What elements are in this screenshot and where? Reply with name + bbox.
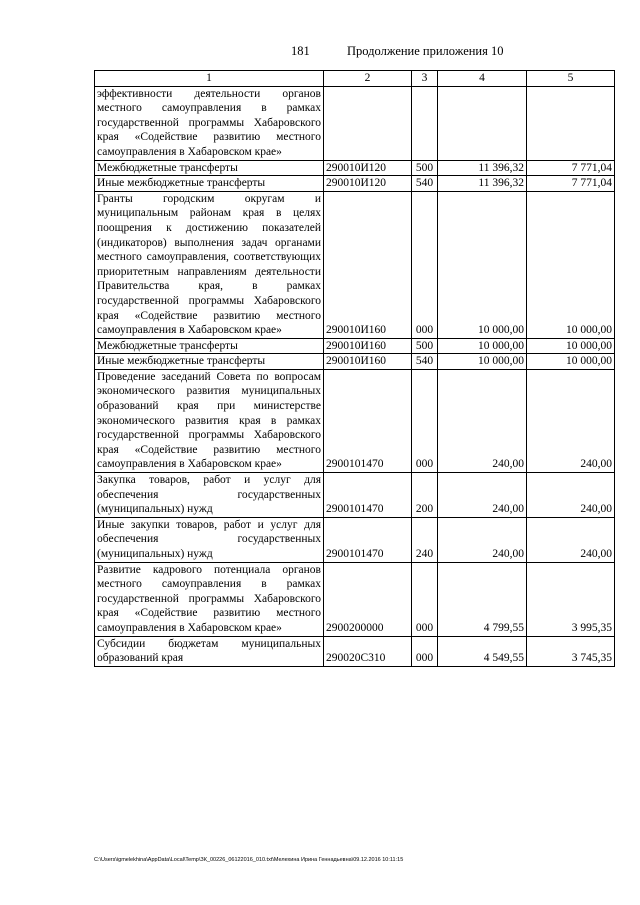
- file-path-footer: C:\Users\igmelekhina\AppData\Local\Temp\ЗК_00226_06122016_010.txt\Мелехина Ирина Геннадьевна\09.12.2016 10:11:15: [94, 857, 404, 863]
- row-value-year2: 10 000,00: [527, 191, 615, 338]
- row-expense-type: 200: [412, 473, 438, 518]
- row-name: эффективности деятельности органов местного самоуправления в рамках государственной программы Хабаровского края «Содействие развитию местного самоуправления в Хабаровском крае»: [95, 86, 324, 160]
- row-name: Иные межбюджетные трансферты: [95, 176, 324, 192]
- column-header: 1: [95, 71, 324, 87]
- row-value-year1: 10 000,00: [438, 191, 527, 338]
- row-code: 290010И120: [324, 176, 412, 192]
- row-code: 290010И160: [324, 338, 412, 354]
- row-expense-type: 540: [412, 354, 438, 370]
- column-header: 2: [324, 71, 412, 87]
- row-name: Проведение заседаний Совета по вопросам экономического развития муниципальных образований края при министерстве экономического развития края в рамках государственной программы Хабаровского края «Содействие развитию местного самоуправления в Хабаровском крае»: [95, 369, 324, 472]
- table-row: [95, 338, 615, 354]
- row-code: 290010И160: [324, 354, 412, 370]
- row-code: 290010И120: [324, 160, 412, 176]
- table-row: [95, 160, 615, 176]
- row-value-year1: 240,00: [438, 517, 527, 562]
- row-value-year1: 10 000,00: [438, 354, 527, 370]
- table-row: [95, 354, 615, 370]
- row-name: Межбюджетные трансферты: [95, 160, 324, 176]
- row-code: [324, 86, 412, 160]
- row-code: 290010И160: [324, 191, 412, 338]
- column-header: 3: [412, 71, 438, 87]
- column-header: 5: [527, 71, 615, 87]
- row-expense-type: [412, 86, 438, 160]
- row-value-year1: [438, 86, 527, 160]
- row-expense-type: 000: [412, 562, 438, 636]
- row-value-year1: 4 799,55: [438, 562, 527, 636]
- table-row: [95, 369, 615, 472]
- row-expense-type: 000: [412, 369, 438, 472]
- appendix-title: Продолжение приложения 10: [347, 44, 504, 58]
- table-row: [95, 86, 615, 160]
- row-value-year2: 10 000,00: [527, 354, 615, 370]
- row-value-year1: 4 549,55: [438, 636, 527, 666]
- row-expense-type: 540: [412, 176, 438, 192]
- row-value-year2: 3 995,35: [527, 562, 615, 636]
- row-value-year2: 7 771,04: [527, 176, 615, 192]
- row-expense-type: 500: [412, 338, 438, 354]
- row-code: 2900200000: [324, 562, 412, 636]
- row-value-year2: 240,00: [527, 517, 615, 562]
- row-expense-type: 000: [412, 191, 438, 338]
- row-code: 290020С310: [324, 636, 412, 666]
- row-code: 2900101470: [324, 369, 412, 472]
- column-header: 4: [438, 71, 527, 87]
- row-value-year2: [527, 86, 615, 160]
- row-code: 2900101470: [324, 517, 412, 562]
- table-row: [95, 191, 615, 338]
- row-name: Гранты городским округам и муниципальным районам края в целях поощрения к достижению показателей (индикаторов) выполнения задач органами местного самоуправления, соответствующих приоритетным направлениям деятельности Правительства края, в рамках государственной программы Хабаровского края «Содействие развитию местного самоуправления в Хабаровском крае»: [95, 191, 324, 338]
- table-row: [95, 176, 615, 192]
- row-name: Субсидии бюджетам муниципальных образований края: [95, 636, 324, 666]
- table-row: [95, 517, 615, 562]
- row-name: Иные межбюджетные трансферты: [95, 354, 324, 370]
- table-row: [95, 562, 615, 636]
- row-value-year2: 10 000,00: [527, 338, 615, 354]
- row-value-year1: 10 000,00: [438, 338, 527, 354]
- row-value-year1: 11 396,32: [438, 176, 527, 192]
- row-name: Развитие кадрового потенциала органов местного самоуправления в рамках государственной программы Хабаровского края «Содействие развитию местного самоуправления в Хабаровском крае»: [95, 562, 324, 636]
- row-value-year2: 240,00: [527, 473, 615, 518]
- row-expense-type: 000: [412, 636, 438, 666]
- table-row: [95, 636, 615, 666]
- row-value-year2: 7 771,04: [527, 160, 615, 176]
- budget-table: [94, 70, 615, 667]
- row-value-year1: 240,00: [438, 369, 527, 472]
- row-value-year2: 240,00: [527, 369, 615, 472]
- page-number: 181: [291, 44, 310, 58]
- row-name: Межбюджетные трансферты: [95, 338, 324, 354]
- row-expense-type: 240: [412, 517, 438, 562]
- row-value-year1: 11 396,32: [438, 160, 527, 176]
- row-name: Иные закупки товаров, работ и услуг для обеспечения государственных (муниципальных) нужд: [95, 517, 324, 562]
- row-code: 2900101470: [324, 473, 412, 518]
- row-expense-type: 500: [412, 160, 438, 176]
- row-value-year2: 3 745,35: [527, 636, 615, 666]
- table-row: [95, 473, 615, 518]
- row-name: Закупка товаров, работ и услуг для обеспечения государственных (муниципальных) нужд: [95, 473, 324, 518]
- row-value-year1: 240,00: [438, 473, 527, 518]
- column-header-row: [95, 71, 615, 87]
